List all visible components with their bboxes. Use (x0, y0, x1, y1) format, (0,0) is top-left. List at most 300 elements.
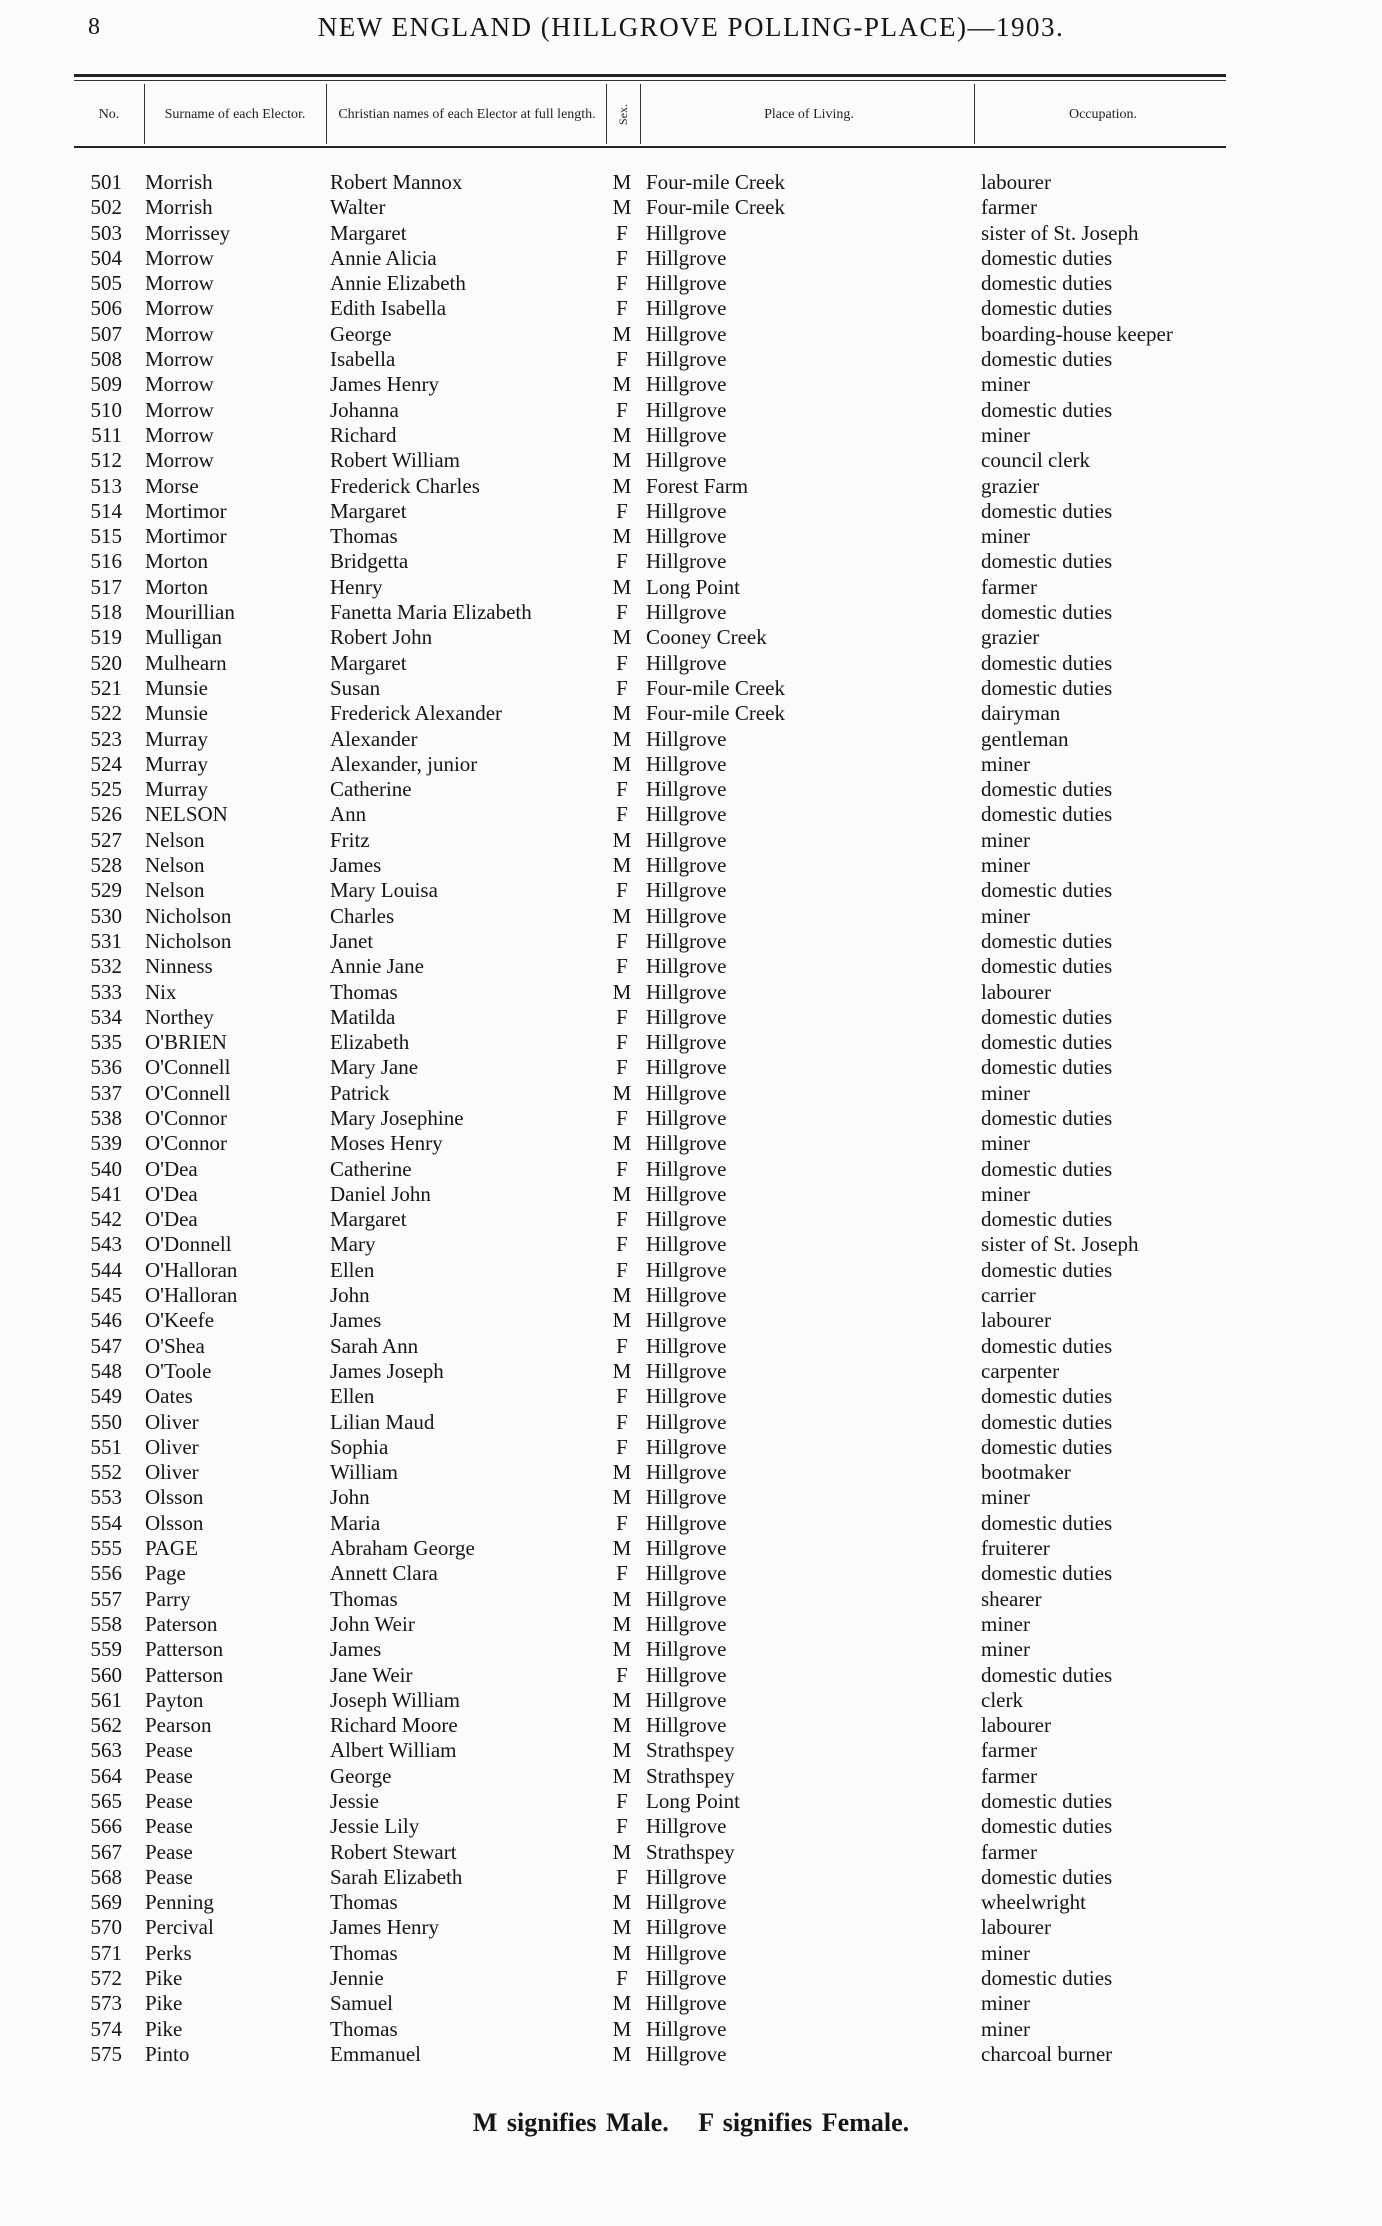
surname: Page (145, 1561, 186, 1586)
surname: Munsie (145, 675, 208, 700)
sex: F (616, 928, 628, 953)
table-row (0, 1637, 1382, 1662)
place-of-living: Hillgrove (646, 498, 727, 523)
occupation: carrier (981, 1283, 1036, 1308)
sex: M (612, 903, 632, 928)
place-of-living: Hillgrove (646, 321, 727, 346)
sex: M (612, 751, 632, 776)
place-of-living: Hillgrove (646, 1662, 727, 1687)
row-number: 526 (90, 802, 122, 827)
place-of-living: Hillgrove (646, 751, 727, 776)
occupation: miner (981, 853, 1030, 878)
christian-names: Robert John (330, 625, 433, 650)
sex: M (612, 195, 632, 220)
row-number: 521 (90, 675, 122, 700)
place-of-living: Strathspey (646, 1763, 735, 1788)
sex: M (612, 726, 632, 751)
christian-names: Mary (330, 1232, 376, 1257)
row-number: 543 (90, 1232, 122, 1257)
christian-names: Moses Henry (330, 1131, 443, 1156)
occupation: charcoal burner (981, 2041, 1113, 2066)
occupation: miner (981, 2016, 1030, 2041)
sex: M (612, 1460, 632, 1485)
christian-names: Sarah Ann (330, 1333, 419, 1358)
surname: Morse (145, 473, 199, 498)
christian-names: James Henry (330, 1915, 440, 1940)
surname: O'Halloran (145, 1283, 238, 1308)
row-number: 522 (90, 701, 122, 726)
surname: Percival (145, 1915, 214, 1940)
occupation: miner (981, 827, 1030, 852)
occupation: domestic duties (981, 1156, 1113, 1181)
place-of-living: Hillgrove (646, 1586, 727, 1611)
place-of-living: Hillgrove (646, 1030, 727, 1055)
sex: M (612, 422, 632, 447)
surname: Morrow (145, 245, 214, 270)
christian-names: Margaret (330, 498, 407, 523)
occupation: domestic duties (981, 1434, 1113, 1459)
surname: Parry (145, 1586, 191, 1611)
place-of-living: Hillgrove (646, 1131, 727, 1156)
row-number: 568 (90, 1864, 122, 1889)
table-row (0, 1688, 1382, 1713)
row-number: 531 (90, 928, 122, 953)
christian-names: John (330, 1485, 370, 1510)
sex: F (616, 802, 628, 827)
christian-names: James (330, 1637, 382, 1662)
occupation: domestic duties (981, 1561, 1113, 1586)
place-of-living: Hillgrove (646, 928, 727, 953)
place-of-living: Hillgrove (646, 1687, 727, 1712)
table-row (0, 1511, 1382, 1536)
place-of-living: Long Point (646, 574, 740, 599)
occupation: farmer (981, 574, 1037, 599)
page-number: 8 (88, 14, 100, 40)
place-of-living: Hillgrove (646, 1915, 727, 1940)
occupation: miner (981, 422, 1030, 447)
occupation: farmer (981, 1738, 1037, 1763)
place-of-living: Hillgrove (646, 650, 727, 675)
christian-names: Johanna (330, 397, 399, 422)
place-of-living: Hillgrove (646, 1460, 727, 1485)
row-number: 507 (90, 321, 122, 346)
row-number: 575 (90, 2041, 122, 2066)
surname: Morton (145, 549, 208, 574)
christian-names: Thomas (330, 1890, 398, 1915)
surname: Nelson (145, 827, 205, 852)
occupation: miner (981, 1080, 1030, 1105)
occupation: domestic duties (981, 347, 1113, 372)
occupation: domestic duties (981, 1409, 1113, 1434)
sex: M (612, 1283, 632, 1308)
sex: F (616, 777, 628, 802)
place-of-living: Hillgrove (646, 903, 727, 928)
surname: Murray (145, 726, 208, 751)
surname: Oates (145, 1384, 193, 1409)
surname: Pease (145, 1864, 193, 1889)
occupation: miner (981, 1940, 1030, 1965)
row-number: 518 (90, 600, 122, 625)
christian-names: Thomas (330, 524, 398, 549)
christian-names: Joseph William (330, 1687, 461, 1712)
table-row (0, 1131, 1382, 1156)
row-number: 559 (90, 1637, 122, 1662)
row-number: 548 (90, 1358, 122, 1383)
occupation: miner (981, 1991, 1030, 2016)
surname: Mortimor (145, 524, 227, 549)
table-row (0, 727, 1382, 752)
row-number: 556 (90, 1561, 122, 1586)
sex: F (616, 600, 628, 625)
sex: F (616, 1510, 628, 1535)
occupation: labourer (981, 979, 1051, 1004)
row-number: 554 (90, 1510, 122, 1535)
table-row (0, 1435, 1382, 1460)
occupation: domestic duties (981, 397, 1113, 422)
sex: F (616, 296, 628, 321)
table-row (0, 1713, 1382, 1738)
sex: F (616, 878, 628, 903)
surname: O'Connor (145, 1131, 227, 1156)
table-row (0, 1738, 1382, 1763)
christian-names: Margaret (330, 650, 407, 675)
legend-female: F signifies Female. (698, 2108, 910, 2137)
occupation: labourer (981, 1308, 1051, 1333)
christian-names: Emmanuel (330, 2041, 421, 2066)
row-number: 525 (90, 777, 122, 802)
place-of-living: Hillgrove (646, 600, 727, 625)
surname: O'Dea (145, 1156, 198, 1181)
table-row (0, 1764, 1382, 1789)
surname: O'Shea (145, 1333, 205, 1358)
table-row (0, 347, 1382, 372)
occupation: miner (981, 1611, 1030, 1636)
occupation: domestic duties (981, 802, 1113, 827)
header-sex: Sex. (615, 103, 630, 125)
surname: Morrow (145, 271, 214, 296)
occupation: miner (981, 751, 1030, 776)
row-number: 502 (90, 195, 122, 220)
row-number: 528 (90, 853, 122, 878)
sex: F (616, 1864, 628, 1889)
christian-names: William (330, 1460, 398, 1485)
christian-names: Annie Alicia (330, 245, 437, 270)
table-row (0, 246, 1382, 271)
row-number: 532 (90, 954, 122, 979)
christian-names: Sarah Elizabeth (330, 1864, 463, 1889)
surname: Morrow (145, 372, 214, 397)
sex: M (612, 1536, 632, 1561)
row-number: 509 (90, 372, 122, 397)
table-row (0, 1182, 1382, 1207)
place-of-living: Hillgrove (646, 1004, 727, 1029)
sex: M (612, 1738, 632, 1763)
occupation: fruiterer (981, 1536, 1050, 1561)
table-row (0, 170, 1382, 195)
table-row (0, 448, 1382, 473)
surname: Ninness (145, 954, 213, 979)
table-row (0, 1612, 1382, 1637)
table-row (0, 1460, 1382, 1485)
row-number: 569 (90, 1890, 122, 1915)
sex: F (616, 650, 628, 675)
legend-male: M signifies Male. (472, 2108, 669, 2137)
sex: F (616, 1232, 628, 1257)
christian-names: Alexander (330, 726, 418, 751)
place-of-living: Hillgrove (646, 245, 727, 270)
sex: M (612, 1611, 632, 1636)
table-row (0, 853, 1382, 878)
row-number: 549 (90, 1384, 122, 1409)
place-of-living: Four-mile Creek (646, 195, 785, 220)
occupation: domestic duties (981, 296, 1113, 321)
christian-names: Jessie Lily (330, 1814, 420, 1839)
occupation: domestic duties (981, 1966, 1113, 1991)
surname: Morrow (145, 296, 214, 321)
place-of-living: Hillgrove (646, 1308, 727, 1333)
occupation: miner (981, 372, 1030, 397)
occupation: shearer (981, 1586, 1042, 1611)
place-of-living: Hillgrove (646, 1257, 727, 1282)
table-row (0, 1536, 1382, 1561)
occupation: labourer (981, 1713, 1051, 1738)
header-divider (974, 84, 975, 144)
sex: M (612, 1713, 632, 1738)
occupation: boarding-house keeper (981, 321, 1173, 346)
surname: Oliver (145, 1434, 199, 1459)
place-of-living: Hillgrove (646, 1864, 727, 1889)
table-row (0, 904, 1382, 929)
sex: M (612, 625, 632, 650)
header-divider (144, 84, 145, 144)
row-number: 527 (90, 827, 122, 852)
christian-names: Jessie (330, 1789, 379, 1813)
occupation: domestic duties (981, 1004, 1113, 1029)
christian-names: James (330, 1308, 382, 1333)
surname: Paterson (145, 1611, 218, 1636)
row-number: 573 (90, 1991, 122, 2016)
table-row (0, 1232, 1382, 1257)
row-number: 516 (90, 549, 122, 574)
surname: Patterson (145, 1662, 224, 1687)
occupation: carpenter (981, 1358, 1060, 1383)
sex: M (612, 1991, 632, 2016)
header-divider (326, 84, 327, 144)
row-number: 504 (90, 245, 122, 270)
christian-names: Robert William (330, 448, 460, 473)
table-row (0, 1991, 1382, 2016)
occupation: grazier (981, 625, 1040, 650)
christian-names: Bridgetta (330, 549, 409, 574)
place-of-living: Hillgrove (646, 1713, 727, 1738)
table-row (0, 1410, 1382, 1435)
table-row (0, 1055, 1382, 1080)
christian-names: Isabella (330, 347, 396, 372)
surname: Munsie (145, 701, 208, 726)
surname: O'Connell (145, 1055, 231, 1080)
table-row (0, 1359, 1382, 1384)
row-number: 513 (90, 473, 122, 498)
surname: Pease (145, 1839, 193, 1864)
row-number: 537 (90, 1080, 122, 1105)
header-sex-cell (608, 86, 638, 142)
surname: Morrish (145, 195, 213, 220)
occupation: farmer (981, 1839, 1037, 1864)
surname: Olsson (145, 1510, 204, 1535)
occupation: grazier (981, 473, 1040, 498)
christian-names: George (330, 1763, 392, 1788)
table-row (0, 1587, 1382, 1612)
occupation: miner (981, 903, 1030, 928)
table-row (0, 1840, 1382, 1865)
sex: M (612, 1763, 632, 1788)
surname: NELSON (145, 802, 228, 827)
sex: F (616, 1384, 628, 1409)
christian-names: Annie Elizabeth (330, 271, 466, 296)
place-of-living: Hillgrove (646, 1080, 727, 1105)
surname: Murray (145, 751, 208, 776)
row-number: 503 (90, 220, 122, 245)
row-number: 558 (90, 1611, 122, 1636)
surname: Nix (145, 979, 177, 1004)
christian-names: Jane Weir (330, 1662, 413, 1687)
table-row (0, 398, 1382, 423)
christian-names: Matilda (330, 1004, 396, 1029)
christian-names: Samuel (330, 1991, 393, 2016)
row-number: 535 (90, 1030, 122, 1055)
surname: O'Toole (145, 1358, 212, 1383)
occupation: domestic duties (981, 928, 1113, 953)
occupation: domestic duties (981, 1055, 1113, 1080)
row-number: 567 (90, 1839, 122, 1864)
place-of-living: Hillgrove (646, 2016, 727, 2041)
place-of-living: Hillgrove (646, 1156, 727, 1181)
table-row (0, 1890, 1382, 1915)
occupation: domestic duties (981, 245, 1113, 270)
row-number: 533 (90, 979, 122, 1004)
row-number: 546 (90, 1308, 122, 1333)
sex: M (612, 372, 632, 397)
sex: M (612, 473, 632, 498)
top-rule-thin (74, 80, 1226, 81)
occupation: domestic duties (981, 1789, 1113, 1813)
christian-names: Mary Louisa (330, 878, 438, 903)
table-row (0, 372, 1382, 397)
table-row (0, 701, 1382, 726)
place-of-living: Hillgrove (646, 1536, 727, 1561)
sex: M (612, 170, 632, 194)
sex: F (616, 954, 628, 979)
table-row (0, 1283, 1382, 1308)
sex: F (616, 1004, 628, 1029)
place-of-living: Hillgrove (646, 2041, 727, 2066)
occupation: miner (981, 1181, 1030, 1206)
sex: F (616, 271, 628, 296)
christian-names: Thomas (330, 979, 398, 1004)
table-row (0, 474, 1382, 499)
place-of-living: Forest Farm (646, 473, 749, 498)
surname: Northey (145, 1004, 214, 1029)
sex: M (612, 1131, 632, 1156)
row-number: 557 (90, 1586, 122, 1611)
place-of-living: Four-mile Creek (646, 170, 785, 194)
header-occupation: Occupation. (1068, 106, 1138, 122)
christian-names: Henry (330, 574, 383, 599)
place-of-living: Hillgrove (646, 271, 727, 296)
sex: M (612, 979, 632, 1004)
sex: F (616, 1030, 628, 1055)
christian-names: Alexander, junior (330, 751, 478, 776)
row-number: 506 (90, 296, 122, 321)
christian-names: Frederick Charles (330, 473, 480, 498)
place-of-living: Hillgrove (646, 372, 727, 397)
occupation: domestic duties (981, 271, 1113, 296)
sex: F (616, 1434, 628, 1459)
surname: O'Connor (145, 1105, 227, 1130)
place-of-living: Hillgrove (646, 979, 727, 1004)
place-of-living: Hillgrove (646, 524, 727, 549)
christian-names: Daniel John (330, 1181, 431, 1206)
christian-names: Abraham George (330, 1536, 475, 1561)
surname: Oliver (145, 1409, 199, 1434)
header-divider (640, 84, 641, 144)
surname: Nelson (145, 878, 205, 903)
table-row (0, 322, 1382, 347)
occupation: domestic duties (981, 1030, 1113, 1055)
place-of-living: Hillgrove (646, 397, 727, 422)
christian-names: Richard (330, 422, 397, 447)
occupation: sister of St. Joseph (981, 220, 1139, 245)
christian-names: Lilian Maud (330, 1409, 435, 1434)
place-of-living: Hillgrove (646, 448, 727, 473)
surname: Nelson (145, 853, 205, 878)
christian-names: Walter (330, 195, 386, 220)
surname: Pease (145, 1814, 193, 1839)
place-of-living: Hillgrove (646, 827, 727, 852)
table-row (0, 828, 1382, 853)
table-row (0, 271, 1382, 296)
row-number: 570 (90, 1915, 122, 1940)
place-of-living: Strathspey (646, 1839, 735, 1864)
sex: M (612, 2016, 632, 2041)
christian-names: Maria (330, 1510, 381, 1535)
surname: O'Donnell (145, 1232, 232, 1257)
christian-names: Albert William (330, 1738, 457, 1763)
row-number: 553 (90, 1485, 122, 1510)
row-number: 552 (90, 1460, 122, 1485)
sex: M (612, 1181, 632, 1206)
place-of-living: Hillgrove (646, 853, 727, 878)
electoral-roll-table (0, 170, 1382, 2067)
header-christian: Christian names of each Elector at full length. (338, 106, 596, 122)
occupation: domestic duties (981, 1207, 1113, 1232)
table-row (0, 1865, 1382, 1890)
row-number: 542 (90, 1207, 122, 1232)
table-row (0, 1308, 1382, 1333)
place-of-living: Hillgrove (646, 1409, 727, 1434)
table-row (0, 1030, 1382, 1055)
place-of-living: Hillgrove (646, 777, 727, 802)
christian-names: Catherine (330, 1156, 412, 1181)
sex: F (616, 1561, 628, 1586)
table-row (0, 1941, 1382, 1966)
place-of-living: Hillgrove (646, 1181, 727, 1206)
place-of-living: Hillgrove (646, 220, 727, 245)
occupation: sister of St. Joseph (981, 1232, 1139, 1257)
surname: Penning (145, 1890, 214, 1915)
row-number: 564 (90, 1763, 122, 1788)
surname: Pike (145, 1966, 183, 1991)
